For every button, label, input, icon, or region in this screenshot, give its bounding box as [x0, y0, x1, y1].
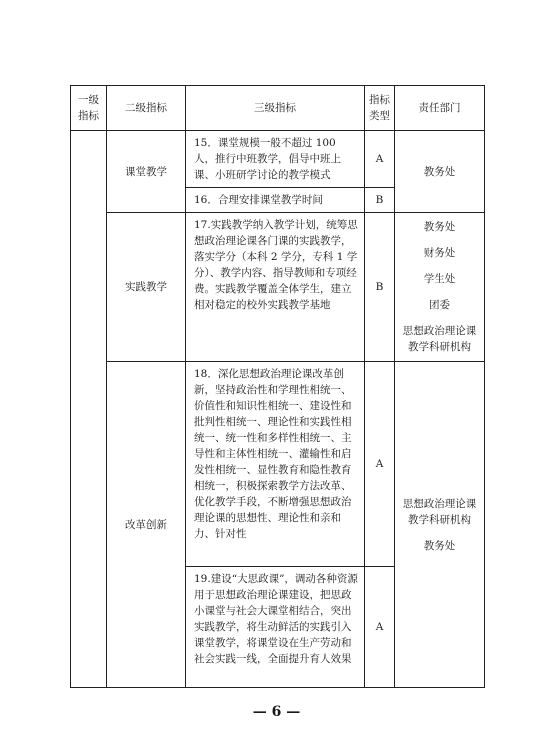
table-row — [71, 131, 485, 188]
type-cell: A — [365, 131, 395, 188]
level2-cell: 实践教学 — [107, 213, 186, 362]
type-cell: B — [365, 213, 395, 362]
header-dept: 责任部门 — [395, 86, 485, 131]
type-cell: A — [365, 362, 395, 567]
dept-name: 学生处 — [423, 273, 456, 285]
table-row — [71, 213, 485, 362]
dept-name: 思想政治理论课教学科研机构 — [402, 497, 477, 526]
header-level1: 一级指标 — [71, 86, 107, 131]
indicator-text: 15．课堂规模一般不超过 100 人，推行中班教学，倡导中班上课、小班研学讨论的教学模式 — [186, 131, 365, 188]
indicator-text: 16．合理安排课堂教学时间 — [186, 188, 365, 213]
header-type: 指标类型 — [365, 86, 395, 131]
dept-cell: 教务处 — [395, 131, 485, 213]
level2-cell: 改革创新 — [107, 362, 186, 688]
header-level3: 三级指标 — [186, 86, 365, 131]
dept-name: 教务处 — [423, 221, 456, 233]
type-cell: A — [365, 567, 395, 688]
dept-name: 财务处 — [423, 247, 456, 259]
indicator-text: 17.实践教学纳入教学计划，统筹思想政治理论课各门课的实践教学，落实学分（本科 2 学分，专科 1 学分）、教学内容、指导教师和专项经费。实践教学覆盖全体学生，建立相对稳定的校外实践教学基地 — [186, 213, 365, 362]
page-number: — 6 — — [252, 704, 301, 720]
indicator-table — [70, 85, 485, 688]
dept-name: 思想政治理论课教学科研机构 — [402, 325, 477, 353]
dept-cell — [395, 362, 485, 688]
dept-name: 团委 — [429, 299, 450, 311]
type-cell: B — [365, 188, 395, 213]
dept-cell — [395, 213, 485, 362]
dept-name: 教务处 — [423, 539, 456, 552]
header-level2: 二级指标 — [107, 86, 186, 131]
table-row — [71, 362, 485, 567]
indicator-text: 18．深化思想政治理论课改革创新，坚持政治性和学理性相统一、价值性和知识性相统一、建设性和批判性相统一、理论性和实践性相统一、统一性和多样性相统一、主导性和主体性相统一、灌输性和启发性相统一、显性教育和隐性教育相统一，积极探索教学方法改革、优化教学手段，不断增强思想政治理论课的思想性、理论性和亲和力、针对性 — [186, 362, 365, 567]
level1-cell — [71, 131, 107, 688]
indicator-text: 19.建设“大思政课”，调动各种资源用于思想政治理论课建设，把思政小课堂与社会大课堂相结合，突出实践教学，将生动鲜活的实践引入课堂教学，将课堂设在生产劳动和社会实践一线，全面提升育人效果 — [186, 567, 365, 688]
header-row — [71, 86, 485, 131]
level2-cell: 课堂教学 — [107, 131, 186, 213]
